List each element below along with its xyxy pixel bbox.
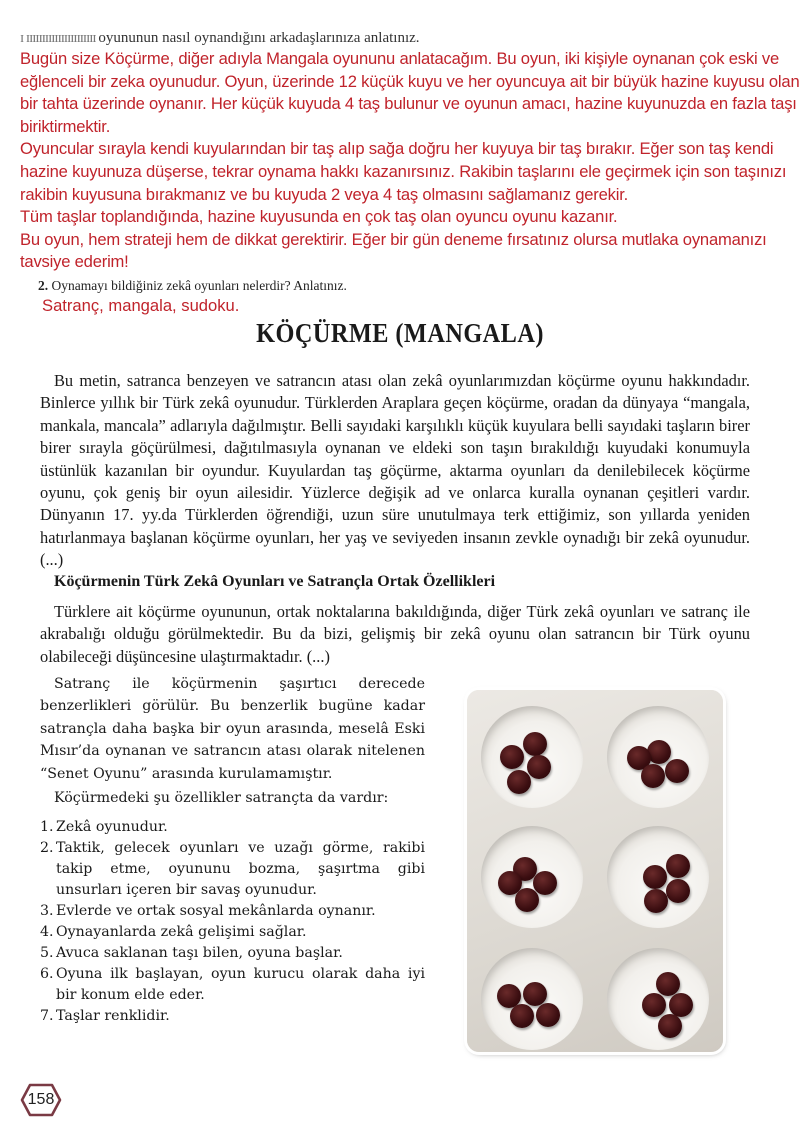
answer-paragraph: Bugün size Köçürme, diğer adıyla Mangala oyununu anlatacağım. Bu oyun, iki kişiyle oynanan çok eski ve eğlenceli bir zeka oyunudur. Oyun, üzerinde 12 küçük kuyu ve her oyuncuya ait bir büyük hazine kuyusu olan bir tahta üzerinde oynanır. Her küçük kuyuda 4 taş bulunur ve oyunun amacı, hazine kuyunuzda en fazla taşı biriktirmektir. — [20, 49, 800, 136]
stone — [642, 993, 666, 1017]
question-number: 2. — [38, 278, 49, 293]
list-item-text: Oyuna ilk başlayan, oyun kurucu olarak daha iyi bir konum elde eder. — [56, 966, 425, 1003]
stone — [500, 745, 524, 769]
stone — [533, 871, 557, 895]
list-item-number: 6. — [40, 966, 54, 982]
paragraph-2 — [40, 601, 750, 668]
stone — [666, 854, 690, 878]
page-title: KÖÇÜRME (MANGALA) — [256, 318, 544, 348]
stone — [536, 1003, 560, 1027]
section-subheading: Köçürmenin Türk Zekâ Oyunları ve Satrançla Ortak Özellikleri — [54, 573, 496, 590]
handwritten-answer-2: Satranç, mangala, sudoku. — [42, 296, 240, 315]
list-item — [40, 964, 425, 1006]
paragraph-1-text: Bu metin, satranca benzeyen ve satrancın atası olan zekâ oyunlarımızdan köçürme oyunu hakkındadır. Binlerce yıllık bir Türk zekâ oyunudur. Türklerden Araplara geçen köçürme, oradan da dünyaya “mangala, mankala, mancala” adlarıyla dağılmıştır. Belli sayıdaki karşılıklı küçük kuyulara belli sayıdaki taşların birer birer sırayla göçürülmesi, dağıtılmasıyla oynanan ve eldeki son taşın bırakıldığı kuyudaki konumuyla üstünlük kazanılan bir oyundur. Kuyulardan taş göçürme, aktarma oyunları da denilebilecek köçürme oyunu, çok geniş bir oyun ailesidir. Yüzlerce değişik ad ve onlarca kuralla oynanan çeşitleri vardır. Dünyanın 17. yy.da Türklerden öğrendiği, uzun süre unutulmaya terk ettiğimiz, son yıllarda yeniden hatırlanmaya başlanan köçürme oyunları, her yaş ve seviyeden insanın zevkle oynadığı bir zekâ oyunudur. (...) — [40, 371, 750, 570]
list-item-text: Evlerde ve ortak sosyal mekânlarda oynanır. — [56, 903, 376, 919]
list-item — [40, 1006, 425, 1027]
list-item — [40, 922, 425, 943]
stone — [523, 982, 547, 1006]
list-item-number: 3. — [40, 903, 54, 919]
cutoff-question-text: oyununun nasıl oynandığını arkadaşlarınıza anlatınız. — [98, 30, 420, 46]
stone — [658, 1014, 682, 1038]
list-item-text: Taşlar renklidir. — [56, 1008, 170, 1024]
list-item — [40, 838, 425, 901]
list-item-number: 2. — [40, 840, 54, 856]
paragraph-2-text: Türklere ait köçürme oyununun, ortak noktalarına bakıldığında, diğer Türk zekâ oyunları ve satranç ile akrabalığı olduğu görülmektedir. Bu da bizi, gelişmiş bir zekâ oyunu olan satrancın bir Türk oyunu olabileceği düşüncesine ulaştırmaktadır. (...) — [40, 602, 750, 666]
list-item-number: 7. — [40, 1008, 54, 1024]
question-2 — [38, 278, 347, 294]
list-item-text: Taktik, gelecek oyunları ve uzağı görme, rakibi takip etme, oyununu bozma, şaşırtma gibi unsurları içeren bir savaş oyunudur. — [56, 840, 425, 898]
stone — [510, 1004, 534, 1028]
stone — [666, 879, 690, 903]
paragraph-4: Köçürmedeki şu özellikler satrançta da vardır: — [54, 790, 389, 806]
list-item — [40, 943, 425, 964]
answer-paragraph: Tüm taşlar toplandığında, hazine kuyusunda en çok taş olan oyuncu oyunu kazanır. — [20, 207, 618, 227]
list-item — [40, 817, 425, 838]
list-item-text: Avuca saklanan taşı bilen, oyuna başlar. — [56, 945, 343, 961]
list-item-number: 4. — [40, 924, 54, 940]
answer-paragraph: Bu oyun, hem strateji hem de dikkat gerektirir. Eğer bir gün deneme fırsatınız olursa mutlaka oynamanızı tavsiye ederim! — [20, 229, 767, 272]
list-item-number: 5. — [40, 945, 54, 961]
stone — [643, 865, 667, 889]
stone — [641, 764, 665, 788]
stone — [644, 889, 668, 913]
list-item-number: 1. — [40, 819, 54, 835]
page-number-badge — [20, 1083, 62, 1117]
stone — [656, 972, 680, 996]
handwritten-answer-1 — [20, 48, 800, 274]
stone — [665, 759, 689, 783]
stone — [507, 770, 531, 794]
paragraph-3 — [40, 673, 425, 785]
answer-paragraph: Oyuncular sırayla kendi kuyularından bir taş alıp sağa doğru her kuyuya bir taş bırakır. Eğer son taş kendi hazine kuyunuza düşerse, tekrar oynama hakkı kazanırsınız. Rakibin taşlarını ele geçirmek için son taşınızı rakibin kuyusuna bırakmanız ve bu kuyuda 2 veya 4 taş olmasını sağlamanız gerekir. — [20, 139, 787, 204]
feature-list — [40, 817, 425, 1027]
question-text: Oynamayı bildiğiniz zekâ oyunları nelerdir? Anlatınız. — [51, 278, 347, 293]
cutoff-question-prefix: ɪ ɪɪɪɪɪɪɪɪɪɪɪɪɪɪɪɪɪɪɪɪɪɪ — [20, 30, 99, 46]
list-item — [40, 901, 425, 922]
intro-paragraph — [40, 370, 750, 572]
list-item-text: Oynayanlarda zekâ gelişimi sağlar. — [56, 924, 307, 940]
cutoff-question-line — [20, 30, 420, 47]
stone — [523, 732, 547, 756]
paragraph-3-text: Satranç ile köçürmenin şaşırtıcı derecede benzerlikleri görülür. Bu benzerlik bugüne kadar satrançla daha başka bir oyun arasında, meselâ Eski Mısır’da oynanan ve satrancın atası olarak nitelenen “Senet Oyunu” arasında kurulamamıştır. — [40, 676, 425, 782]
list-item-text: Zekâ oyunudur. — [56, 819, 168, 835]
stone — [527, 755, 551, 779]
stone — [515, 888, 539, 912]
mangala-board-photo — [467, 690, 723, 1052]
page-number: 158 — [27, 1091, 55, 1108]
